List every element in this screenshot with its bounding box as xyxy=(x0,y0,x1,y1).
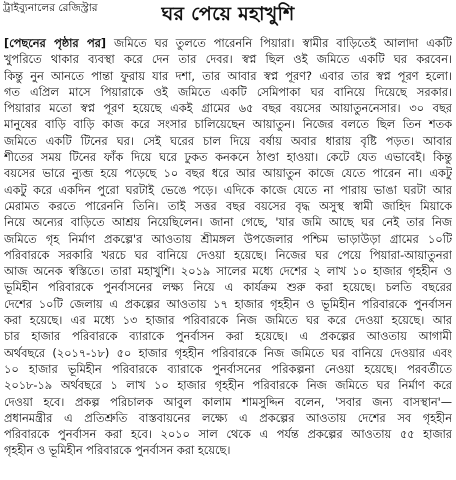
article-headline: ঘর পেয়ে মহাখুশি xyxy=(161,3,295,25)
article-line: চার হাজার পরিবারকে ব্যারাকে পুনর্বাসন করা হয়েছে। এ প্রকল্পের আওতায় আগামী xyxy=(4,330,452,344)
news-clipping xyxy=(3,0,453,480)
article-line: গত এপ্রিল মাসে পিয়ারাকে ওই জমিতে একটি সেমিপাকা ঘর বানিয়ে দিয়েছে সরকার। xyxy=(4,85,452,99)
article-line: বয়সের ভারে ন্যুব্জ হয়ে পড়েছে ১০ বছর ধরে আর আয়াতুন কাজে যেতে পারেন না। একটু xyxy=(4,167,452,181)
article-line: মেরামত করতে পারেননি তিনি। তাই সত্তর বছর বয়সের বৃদ্ধ অসুস্থ স্বামী জাহিদ মিয়াকে xyxy=(4,199,452,213)
article-line: করা হয়েছে। এর মধ্যে ১৩ হাজার পরিবারকে নিজ জমিতে ঘর করে দেওয়া হয়েছে। আর xyxy=(4,314,452,328)
article-line: পরিবারকে সরকারি খরচে ঘর বানিয়ে দেওয়া হয়েছে। নিজের ঘর পেয়ে পিয়ারা-আয়াতুনরা xyxy=(4,248,452,262)
article-line: দেশের ১০টি জেলায় এ প্রকল্পের আওতায় ১৭ হাজার গৃহহীন ও ভূমিহীন পরিবারকে পুনর্বাসন xyxy=(4,297,452,311)
article-line: ভূমিহীন পরিবারকে পুনর্বাসনের লক্ষ্য নিয়ে এ কার্যক্রম শুরু করা হয়েছে। চলতি বছরের xyxy=(4,281,452,295)
article-line: ২০১৮-১৯ অর্থবছরে ১ লাখ ১০ হাজার গৃহহীন পরিবারকে নিজ জমিতে ঘর নির্মাণ করে xyxy=(4,379,452,393)
article-line: জমিতে একটি টিনের ঘর। সেই ঘরের চাল দিয়ে বর্ষায় অবার ধারায় বৃষ্টি পড়ত। আবার xyxy=(4,134,452,148)
article-line: গৃহহীন ও ভূমিহীন পরিবারকে পুনর্বাসন করা হয়েছে। xyxy=(4,444,231,458)
article-line: প্রধানমন্ত্রীর এ প্রতিশ্রুতি বাস্তবায়নের লক্ষ্যে এ প্রকল্পের আওতায় দেশের সব গৃহহীন xyxy=(4,411,452,425)
article-line xyxy=(4,36,452,52)
article-line: দেওয়া হবে। প্রকল্প পরিচালক আবুল কালাম শামসুদ্দিন বলেন, 'সবার জন্য বাসস্থান'— xyxy=(4,395,452,409)
preceding-article-fragment: ট্রাইব্যুনালের রেজিস্ট্রার xyxy=(3,2,98,14)
article-line: একটু করে একদিন পুরো ঘরটাই ভেঙে পড়ে। এদিকে কাজে যেতে না পারায় ভাঙা ঘরটা আর xyxy=(4,183,452,197)
article-line: পরিবারকে পুনর্বাসন করা হবে। ২০১০ সাল থেকে এ পর্যন্ত প্রকল্পের আওতায় ৫৫ হাজার xyxy=(4,428,452,442)
article-line: জমিতে গৃহ নির্মাণ প্রকল্পে'র আওতায় শ্রীমঙ্গল উপজেলার পশ্চিম ভাড়াউড়া গ্রামের ১০টি xyxy=(4,232,452,246)
article-line: পিয়ারার মতো স্বপ্ন পূরণ হয়েছে একই গ্রামের ৬৫ বছর বয়সের আয়াতুননেসার। ৩০ বছর xyxy=(4,102,452,116)
article-line: শীতের সময় টিনের ফাঁক দিয়ে ঘরে ঢুকত কনকনে ঠাণ্ডা হাওয়া। কেটে যেত এভাবেই। কিন্তু xyxy=(4,151,452,165)
article-line: আজ অনেক স্বস্তিতে। তারা মহাখুশি। ২০১৯ সালের মধ্যে দেশের ২ লাখ ১০ হাজার গৃহহীন ও xyxy=(4,265,452,279)
article-line: মানুষের বাড়ি বাড়ি কাজ করে সংসার চালিয়েছেন আয়াতুন। নিজের বলতে ছিল তিন শতক xyxy=(4,118,452,132)
article-line: কিন্তু নুন আনতে পান্তা ফুরায় যার দশা, তার আবার স্বপ্ন পূরণ? এবার তার স্বপ্ন পূরণ হলো। xyxy=(4,69,452,83)
article-line: খুপরিতে থাকার ব্যবস্থা করে দেন তার দেবর। স্বপ্ন ছিল ওই জমিতে একটি ঘর করবেন। xyxy=(4,53,452,67)
article-line-text: জমিতে ঘর তুলতে পারেননি পিয়ারা। স্বামীর বাড়িতেই আলাদা একটি xyxy=(106,37,452,50)
article-line: নিয়ে অন্যের বাড়িতে আশ্রয় নিয়েছিলেন। জানা গেছে, 'যার জমি আছে ঘর নেই তার নিজ xyxy=(4,216,452,230)
article-line: ১০ হাজার ভূমিহীন পরিবারকে ব্যারাকে পুনর্বাসনের পরিকল্পনা নেওয়া হয়েছে। পরবর্তীতে xyxy=(4,362,452,376)
article-body xyxy=(4,36,452,460)
article-line: অর্থবছরে (২০১৭-১৮) ৫০ হাজার গৃহহীন পরিবারকে নিজ জমিতে ঘর বানিয়ে দেওয়ার এবং xyxy=(4,346,452,360)
dateline: [পেছনের পৃষ্ঠার পর] xyxy=(4,37,106,50)
